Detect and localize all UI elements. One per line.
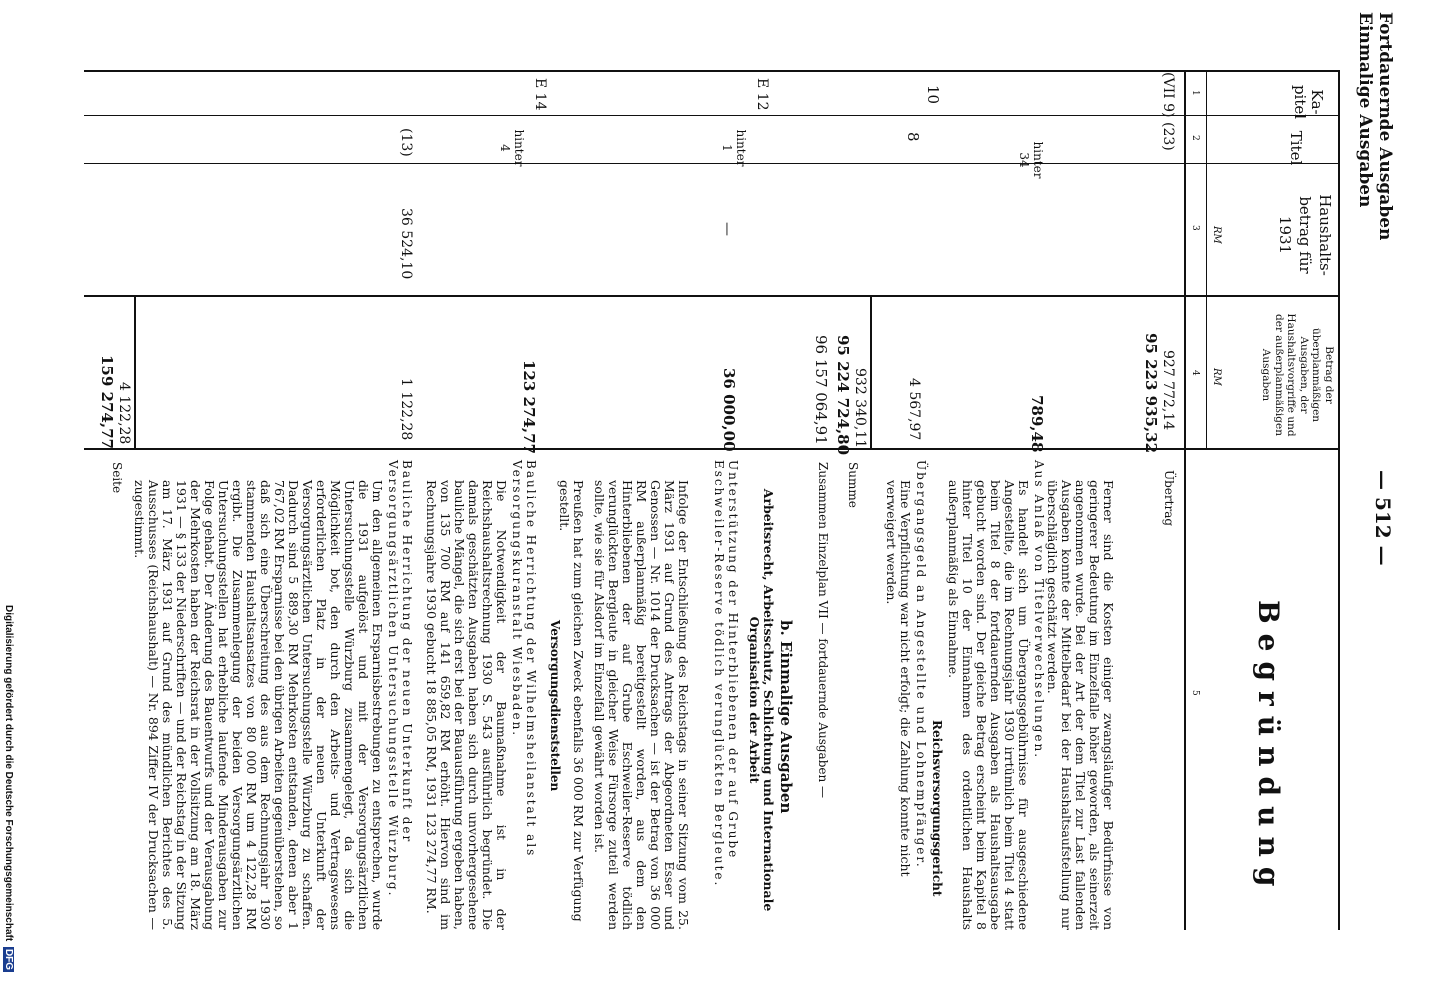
r6-amt: 123 274,77 <box>520 360 538 454</box>
r4-amt2: 95 224 724,80 <box>834 335 852 456</box>
colnum-1b: 1 <box>1190 90 1200 96</box>
r3-subhead: Reichsversorgungsgericht <box>930 720 944 897</box>
r5-text1: Infolge der Entschließung des Reichstags in seiner Sitzung vom 25. März 1931 auf Grund des Antrags der Abgeordneten Esser und Genossen — Nr. 1014 der Drucksachen — ist der Betrag von 36 000 RM außerplanmäßig bereitgestellt worden, aus dem den Hinterbliebenen der auf Grube Eschweiler-Reserve tödlich verunglückten Bergleute in gleicher Weise Fürsorge zuteil werden sollte, wie sie für Alsdorf im Einzelfall gewährt worden ist. <box>592 480 691 930</box>
r1-label: Übertrag <box>1162 470 1176 527</box>
r3-head: Übergangsgeld an Angestellte und Lohnempfänger. <box>914 460 928 869</box>
r7-text: Um den allgemeinen Ersparnisbestrebungen zu entsprechen, wurde die 1931 aufgelöst und mit der Versorgungsärztlichen Untersuchungsstelle Würzburg zusammengelegt, da sich die Möglichkeit bot, den durch den Arbeits- und Vertragswesens erforderlichen Platz in der neuen Unterkunft der Versorgungsärztlichen Untersuchungsstelle Würzburg zu schaffen. Dadurch sind 5 889,30 RM Mehrkosten entstanden, denen aber 1 767,02 RM Ersparnisse bei den übrigen Arbeiten gegenüberstehen, so daß sich eine Überschreitung des aus dem Rechnungsjahr 1930 stammenden Haushaltsansatzes von 80 000 RM um 4 122,28 RM ergibt. Die Zusammenlegung der beiden Versorgungsärztlichen Untersuchungsstellen hat erhebliche laufende Minderausgaben zur Folge gehabt. Der Änderung des Bauentwurfs und der Verausgabung der Mehrkosten haben der Reichsrat in der Vollsitzung am 18. März 1931 — § 133 der Niederschriften — und der Reichstag in der Sitzung am 17. März 1931 auf Grund des mündlichen Berichtes des 5. Ausschusses (Reichshaushalt) — Nr. 894 Ziffer IV der Drucksachen — zugestimmt. <box>132 480 385 930</box>
rule-c4 <box>84 295 1340 297</box>
footer-credit <box>3 605 14 990</box>
r6-head: Bauliche Herrichtung der Wilhelmsheilanstalt als Versorgungskuranstalt Wiesbaden. <box>510 460 538 858</box>
r4-label: Summe <box>846 462 860 508</box>
r7-head: Bauliche Herrichtung der neuen Unterkunft der Versorgungsärztlichen Untersuchungsstelle Würzburg. <box>386 460 414 898</box>
rule-top <box>1338 70 1340 930</box>
r2-head: Aus Anlaß von Titelverwechselungen. <box>1032 460 1046 760</box>
header-line-1b: Fortdauernde Ausgaben <box>1375 12 1395 241</box>
colnum-4b: 4 <box>1190 370 1200 376</box>
header-left <box>1355 12 1395 272</box>
colnum-5b: 5 <box>1190 690 1200 696</box>
r5-text2: Preußen hat zum gleichen Zweck ebenfalls 36 000 RM zur Verfügung gestellt. <box>557 480 586 922</box>
r3-amt: 4 567,97 <box>906 378 922 441</box>
r8-label: Seite <box>110 462 124 494</box>
colnum-2b: 2 <box>1190 135 1200 141</box>
r5-titel: hinter 1 <box>720 129 748 167</box>
r4-amt3: 96 157 064,91 <box>812 335 830 445</box>
colnum-3b: 3 <box>1190 225 1200 231</box>
r1-text: Ferner sind die Kosten einiger zwangsläufiger Bedürfnisse von geringerer Bedeutung im Einzelfalle höher geworden, als seinerzeit angenommen wurde. Bei der Art der dem Titel zur Last fallenden Ausgaben konnte der Mittelbedarf bei der Haushaltsaufstellung nur überschläglich geschätzt werden. <box>1045 480 1116 930</box>
r1-amt2: 95 223 935,32 <box>1142 333 1160 454</box>
colhead-kapitel-b: Ka-pitel <box>1291 84 1326 120</box>
r7-titel: (13) <box>398 128 414 157</box>
page-number-b: — 512 — <box>1371 470 1395 566</box>
rule-c1 <box>84 70 1340 72</box>
r6-titel: hinter 4 <box>498 129 526 167</box>
colhead-betrag-b: Haushalts-betrag für 1931 <box>1276 194 1334 276</box>
rule-header <box>1184 70 1186 930</box>
colhead-titel-b: Titel <box>1287 130 1305 166</box>
r3-text: Eine Verpflichtung war nicht erfolgt; die Zahlung konnte nicht verweigert werden. <box>884 480 913 877</box>
r5-amt: 36 000,00 <box>720 368 738 452</box>
rm-col4-b: RM <box>1211 368 1222 386</box>
r8-amt2: 159 274,77 <box>98 355 116 449</box>
r3-titel: 8 <box>904 132 922 142</box>
r2-amt: 789,48 <box>1028 395 1046 453</box>
r5-head: Unterstützung der Hinterbliebenen der auf Grube Eschweiler-Reserve tödlich verunglückten Bergleute. <box>712 460 740 888</box>
r6-subhead: Versorgungsdienststellen <box>548 620 562 792</box>
r5-section: b. Einmalige Ausgaben <box>777 620 795 814</box>
r6-kap: E 14 <box>532 78 548 111</box>
r7-amt: 1 122,28 <box>398 378 414 441</box>
header-line-2b: Einmalige Ausgaben <box>1355 12 1375 208</box>
colhead-begruendung-b: Begründung <box>1252 600 1285 897</box>
footer-text: Digitalisierung gefördert durch die Deutsche Forschungsgemeinschaft <box>3 605 14 942</box>
r1-titel: (23) <box>1160 122 1176 151</box>
r1-amt1: 927 772,14 <box>1160 350 1176 431</box>
r5-dash: — <box>719 222 735 236</box>
r4-label2: Zusammen Einzelplan VII — fortdauernde Ausgaben — <box>816 462 830 799</box>
r1-kap: (VII 9) <box>1160 72 1176 118</box>
r8-amt1: 4 122,28 <box>116 382 132 445</box>
r5-section2: Arbeitsrecht, Arbeitsschutz, Schlichtung und Internationale Organisation der Arbeit <box>747 488 776 912</box>
r6-text: Die Notwendigkeit der Baumaßnahme ist in der Reichshaushaltsrechnung 1930 S. 543 ausführlich begründet. Die damals geschätzten Ausgaben haben sich durch unvorhergesehene bauliche Mängel, die sich erst bei der Bauausführung ergeben haben, von 135 700 RM auf 141 659,82 RM erhöht. Hiervon sind im Rechnungsjahre 1930 gebucht 18 885,05 RM, 1931 123 274,77 RM. <box>424 480 509 930</box>
rule-sum <box>870 297 872 448</box>
rule-c2 <box>84 115 1340 116</box>
r7-betrag: 36 524,10 <box>398 208 414 280</box>
rule-c3 <box>84 163 1340 164</box>
colhead-ueber-b: Betrag der überplanmäßigen Ausgaben, der Haushaltsvorgriffe und der außerplanmäßigen Ausgaben <box>1260 313 1335 437</box>
rm-col3-b: RM <box>1211 226 1222 244</box>
r2-text: Es handelt sich um Übergangsgebührnisse für ausgeschiedene Angestellte, die im Rechnungsjahr 1930 irrtümlich beim Titel 4 statt beim Titel 8 der fortdauernden Ausgaben als Haushaltsausgabe gebucht worden sind. Der gleiche Betrag erscheint beim Kapitel 8 hinter Titel 10 der Einnahmen des ordentlichen Haushalts außerplanmäßig als Einnahme. <box>946 480 1031 930</box>
r4-amt1: 932 340,11 <box>852 368 868 449</box>
r3-kap: 10 <box>924 85 942 105</box>
r5-kap: E 12 <box>754 78 770 111</box>
rule-colnums <box>1206 70 1207 450</box>
r2-titel: hinter 34 <box>1017 141 1045 179</box>
rule-bottom-amt <box>134 297 136 448</box>
dfg-logo: DFG <box>3 948 14 971</box>
